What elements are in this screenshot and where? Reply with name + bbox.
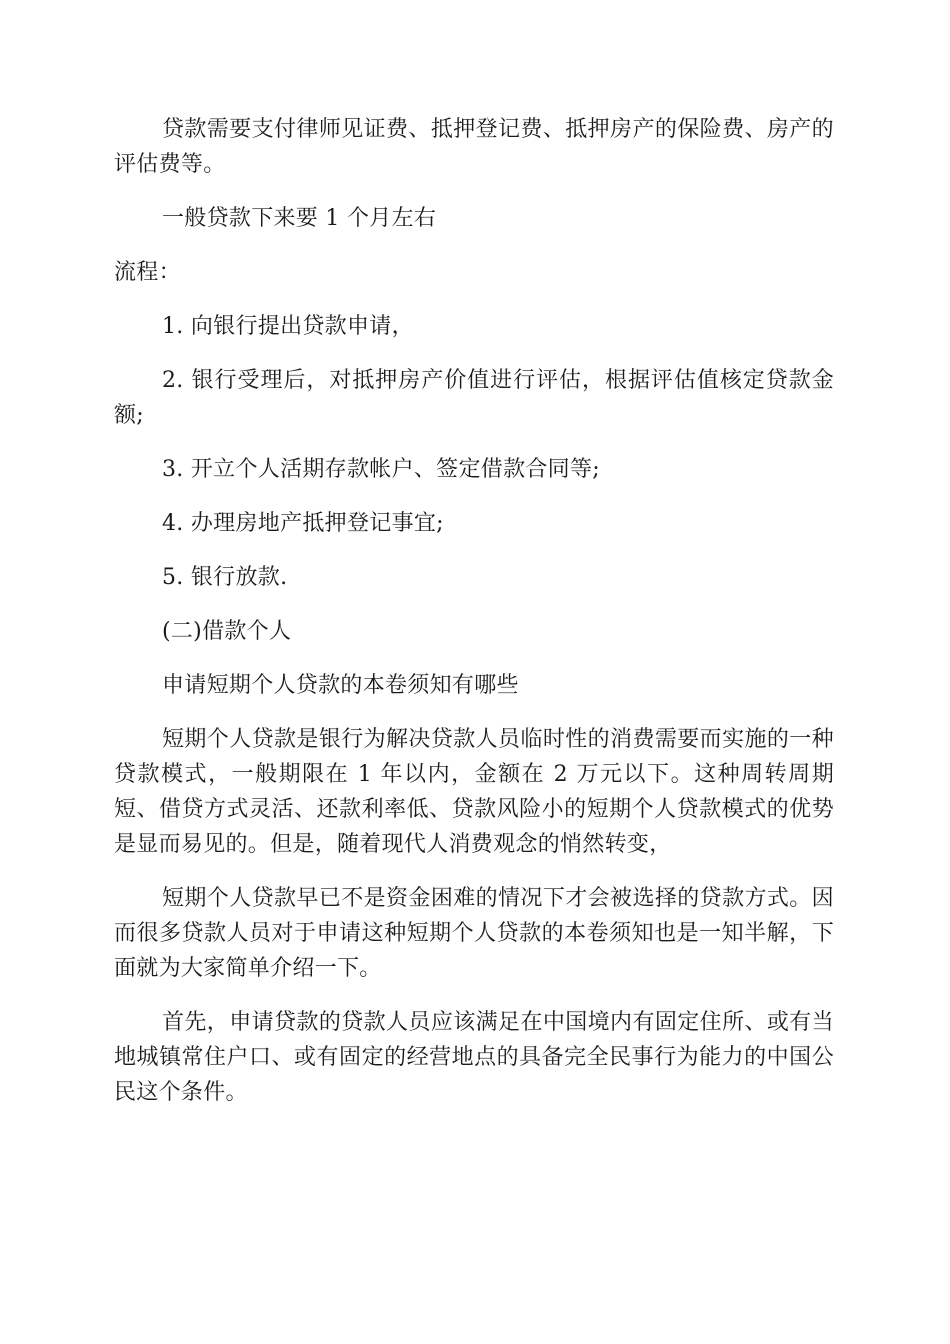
paragraph-short-term-intro: 短期个人贷款是银行为解决贷款人员临时性的消费需要而实施的一种贷款模式，一般期限在 1 年以内，金额在 2 万元以下。这种周转周期短、借贷方式灵活、还款利率低、贷款风险小的短期个人贷款模式的优势是显而易见的。但是，随着现代人消费观念的悄然转变，: [114, 727, 834, 857]
process-step-5: 5. 银行放款.: [162, 565, 288, 590]
paragraph-duration: 一般贷款下来要 1 个月左右: [162, 206, 437, 231]
section-heading-borrower: (二)借款个人: [162, 619, 292, 644]
process-step-2: 2. 银行受理后，对抵押房产价值进行评估，根据评估值核定贷款金额;: [114, 368, 834, 428]
document-body: [114, 112, 834, 1129]
paragraph-requirements: 首先，申请贷款的贷款人员应该满足在中国境内有固定住所、或有当地城镇常住户口、或有固定的经营地点的具备完全民事行为能力的中国公民这个条件。: [114, 1010, 834, 1105]
process-step-4: 4. 办理房地产抵押登记事宜;: [162, 511, 444, 536]
process-step-1: 1. 向银行提出贷款申请，: [162, 314, 414, 339]
subheading-short-term-loan: 申请短期个人贷款的本卷须知有哪些: [162, 673, 519, 698]
paragraph-fees: 贷款需要支付律师见证费、抵押登记费、抵押房产的保险费、房产的评估费等。: [114, 117, 834, 177]
process-step-3: 3. 开立个人活期存款帐户、签定借款合同等;: [162, 457, 600, 482]
process-heading: 流程：: [114, 260, 181, 285]
paragraph-short-term-notes: 短期个人贷款早已不是资金困难的情况下才会被选择的贷款方式。因而很多贷款人员对于申请这种短期个人贷款的本卷须知也是一知半解，下面就为大家简单介绍一下。: [114, 886, 834, 981]
